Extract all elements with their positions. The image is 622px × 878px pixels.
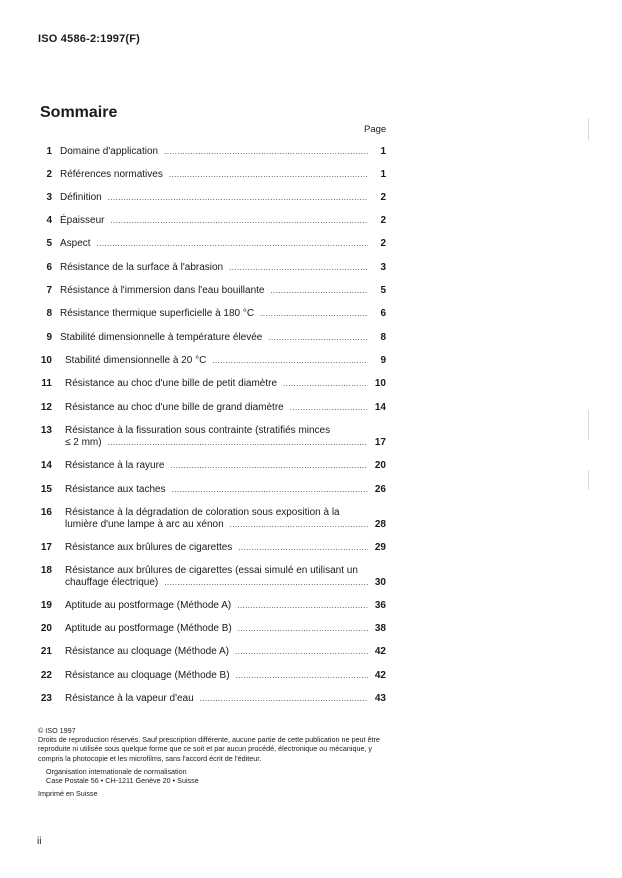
- toc-dot-leader: [235, 646, 368, 658]
- page-number: ii: [37, 836, 42, 847]
- toc-dot-leader: [108, 437, 368, 449]
- scan-edge-mark: [588, 470, 589, 490]
- toc-section-number: 5: [46, 238, 52, 249]
- toc-entry-text: [65, 600, 368, 612]
- toc-page-number: 5: [380, 285, 386, 296]
- toc-page-number: 9: [380, 355, 386, 366]
- toc-page-number: 42: [374, 670, 386, 681]
- toc-dot-leader: [237, 600, 368, 612]
- toc-dot-leader: [172, 484, 368, 496]
- toc-dot-leader: [212, 355, 368, 367]
- toc-entry-text: [60, 285, 368, 297]
- toc-dot-leader: [108, 192, 368, 204]
- toc-title-line: lumière d'une lampe à arc au xénon: [65, 519, 224, 530]
- toc-entry-text: [65, 670, 368, 682]
- toc-title-line: ≤ 2 mm): [65, 437, 102, 448]
- toc-dot-leader: [164, 146, 368, 158]
- toc-entry-text: [65, 623, 368, 635]
- toc-title: Résistance aux brûlures de cigarettes: [65, 542, 233, 553]
- toc-dot-leader: [238, 542, 368, 554]
- toc-entry-text: [65, 646, 368, 658]
- toc-section-number: 22: [40, 670, 52, 681]
- toc-section-number: 6: [46, 262, 52, 273]
- toc-section-number: 2: [46, 169, 52, 180]
- toc-page-number: 36: [374, 600, 386, 611]
- toc-title: Stabilité dimensionnelle à 20 °C: [65, 355, 207, 366]
- toc-section-number: 11: [41, 378, 52, 389]
- toc-section-number: 20: [40, 623, 52, 634]
- toc-page-number: 20: [374, 460, 386, 471]
- toc-page-number: 8: [380, 332, 386, 343]
- toc-page-number: 10: [374, 378, 386, 389]
- toc-section-number: 13: [40, 425, 52, 436]
- toc-page-number: 6: [380, 308, 386, 319]
- toc-entry-text: [65, 355, 368, 367]
- organization-name: Organisation internationale de normalisation: [46, 766, 187, 776]
- toc-section-number: 4: [46, 215, 52, 226]
- toc-entry-text: [65, 378, 368, 390]
- toc-page-number: 14: [374, 402, 386, 413]
- toc-section-number: 23: [40, 693, 52, 704]
- toc-page-number: 43: [374, 693, 386, 704]
- toc-section-number: 21: [40, 646, 52, 657]
- toc-entry-text: [65, 565, 368, 589]
- toc-dot-leader: [238, 623, 368, 635]
- toc-dot-leader: [97, 238, 368, 250]
- document-header: ISO 4586-2:1997(F): [38, 33, 141, 45]
- toc-dot-leader: [268, 332, 368, 344]
- printed-in: Imprimé en Suisse: [38, 789, 98, 799]
- toc-title: Stabilité dimensionnelle à température élevée: [60, 332, 263, 343]
- toc-dot-leader: [283, 378, 368, 390]
- toc-section-number: 18: [40, 565, 52, 576]
- toc-page-number: 3: [380, 262, 386, 273]
- toc-page-number: 28: [374, 519, 386, 530]
- toc-section-number: 16: [40, 507, 52, 518]
- toc-entry-text: [65, 507, 368, 531]
- toc-title: Résistance au cloquage (Méthode B): [65, 670, 230, 681]
- toc-dot-leader: [270, 285, 368, 297]
- toc-page-number: 2: [380, 215, 386, 226]
- scan-edge-mark: [588, 118, 589, 140]
- toc-dot-leader: [200, 693, 368, 705]
- toc-dot-leader: [164, 577, 368, 589]
- toc-section-number: 1: [46, 146, 52, 157]
- toc-entry-text: [65, 542, 368, 554]
- toc-title: Résistance de la surface à l'abrasion: [60, 262, 224, 273]
- toc-section-number: 7: [46, 285, 52, 296]
- toc-section-number: 19: [40, 600, 52, 611]
- toc-entry-text: [60, 238, 368, 250]
- toc-page-number: 29: [374, 542, 386, 553]
- copyright-line: © ISO 1997: [38, 726, 76, 735]
- toc-page-number: 42: [374, 646, 386, 657]
- toc-dot-leader: [229, 262, 368, 274]
- page-title: Sommaire: [40, 104, 118, 121]
- toc-dot-leader: [236, 670, 368, 682]
- toc-title: Résistance à l'immersion dans l'eau bouillante: [60, 285, 265, 296]
- toc-entry-text: [60, 192, 368, 204]
- toc-title: Domaine d'application: [60, 146, 159, 157]
- toc-title: Résistance aux taches: [65, 484, 166, 495]
- toc-page-number: 38: [374, 623, 386, 634]
- toc-entry-text: [65, 402, 368, 414]
- toc-title: Aptitude au postformage (Méthode A): [65, 600, 232, 611]
- toc-title: Résistance thermique superficielle à 180 °C: [60, 308, 255, 319]
- toc-title-line: chauffage électrique): [65, 577, 159, 588]
- toc-entry-text: [60, 146, 368, 158]
- toc-entry-text: [60, 169, 368, 181]
- toc-title: Résistance à la rayure: [65, 460, 165, 471]
- toc-title: Épaisseur: [60, 215, 105, 226]
- toc-dot-leader: [230, 519, 368, 531]
- toc-entry-text: [60, 262, 368, 274]
- toc-page-number: 1: [380, 169, 386, 180]
- toc-entry-text: [65, 484, 368, 496]
- toc-page-number: 1: [380, 146, 386, 157]
- toc-title-line: Résistance à la dégradation de coloration sous exposition à la: [65, 507, 340, 518]
- toc-page-number: 30: [374, 577, 386, 588]
- toc-dot-leader: [171, 460, 369, 472]
- toc-entry-text: [65, 693, 368, 705]
- toc-section-number: 10: [40, 355, 52, 366]
- toc-title: Références normatives: [60, 169, 163, 180]
- toc-title-line: Résistance aux brûlures de cigarettes (essai simulé en utilisant un: [65, 565, 358, 576]
- toc-section-number: 14: [40, 460, 52, 471]
- toc-entry-text: [60, 215, 368, 227]
- scan-edge-mark: [588, 410, 589, 440]
- toc-entry-text: [65, 460, 368, 472]
- toc-section-number: 3: [46, 192, 52, 203]
- toc-section-number: 8: [46, 308, 52, 319]
- toc-title: Définition: [60, 192, 102, 203]
- toc-title-line: Résistance à la fissuration sous contrainte (stratifiés minces: [65, 425, 331, 436]
- toc-title: Résistance au choc d'une bille de petit diamètre: [65, 378, 278, 389]
- toc-page-number: 26: [374, 484, 386, 495]
- toc-entry-text: [60, 308, 368, 320]
- toc-dot-leader: [110, 215, 368, 227]
- rights-statement: Droits de reproduction réservés. Sauf prescription différente, aucune partie de cette publication ne peut être reproduite ni utilisée sous quelque forme que ce soit et par aucun procédé, électronique ou mécanique, y compris la photocopie et les microfilms, sans l'accord écrit de l'éditeur.: [38, 735, 380, 763]
- toc-section-number: 9: [46, 332, 52, 343]
- toc-dot-leader: [290, 402, 368, 414]
- toc-title: Aptitude au postformage (Méthode B): [65, 623, 232, 634]
- copyright-notice: [38, 726, 388, 798]
- toc-entry-text: [60, 332, 368, 344]
- toc-section-number: 17: [40, 542, 52, 553]
- toc-dot-leader: [260, 308, 368, 320]
- toc-title: Résistance à la vapeur d'eau: [65, 693, 194, 704]
- toc-page-number: 17: [374, 437, 386, 448]
- toc-section-number: 15: [40, 484, 52, 495]
- toc-page-number: 2: [380, 192, 386, 203]
- toc-title: Résistance au cloquage (Méthode A): [65, 646, 229, 657]
- toc-entry-text: [65, 425, 368, 449]
- toc-page-number: 2: [380, 238, 386, 249]
- toc-title: Résistance au choc d'une bille de grand diamètre: [65, 402, 284, 413]
- toc-dot-leader: [169, 169, 368, 181]
- toc-section-number: 12: [40, 402, 52, 413]
- page-column-label: Page: [364, 124, 387, 135]
- organization-address: Case Postale 56 • CH-1211 Genève 20 • Suisse: [46, 776, 199, 786]
- toc-title: Aspect: [60, 238, 91, 249]
